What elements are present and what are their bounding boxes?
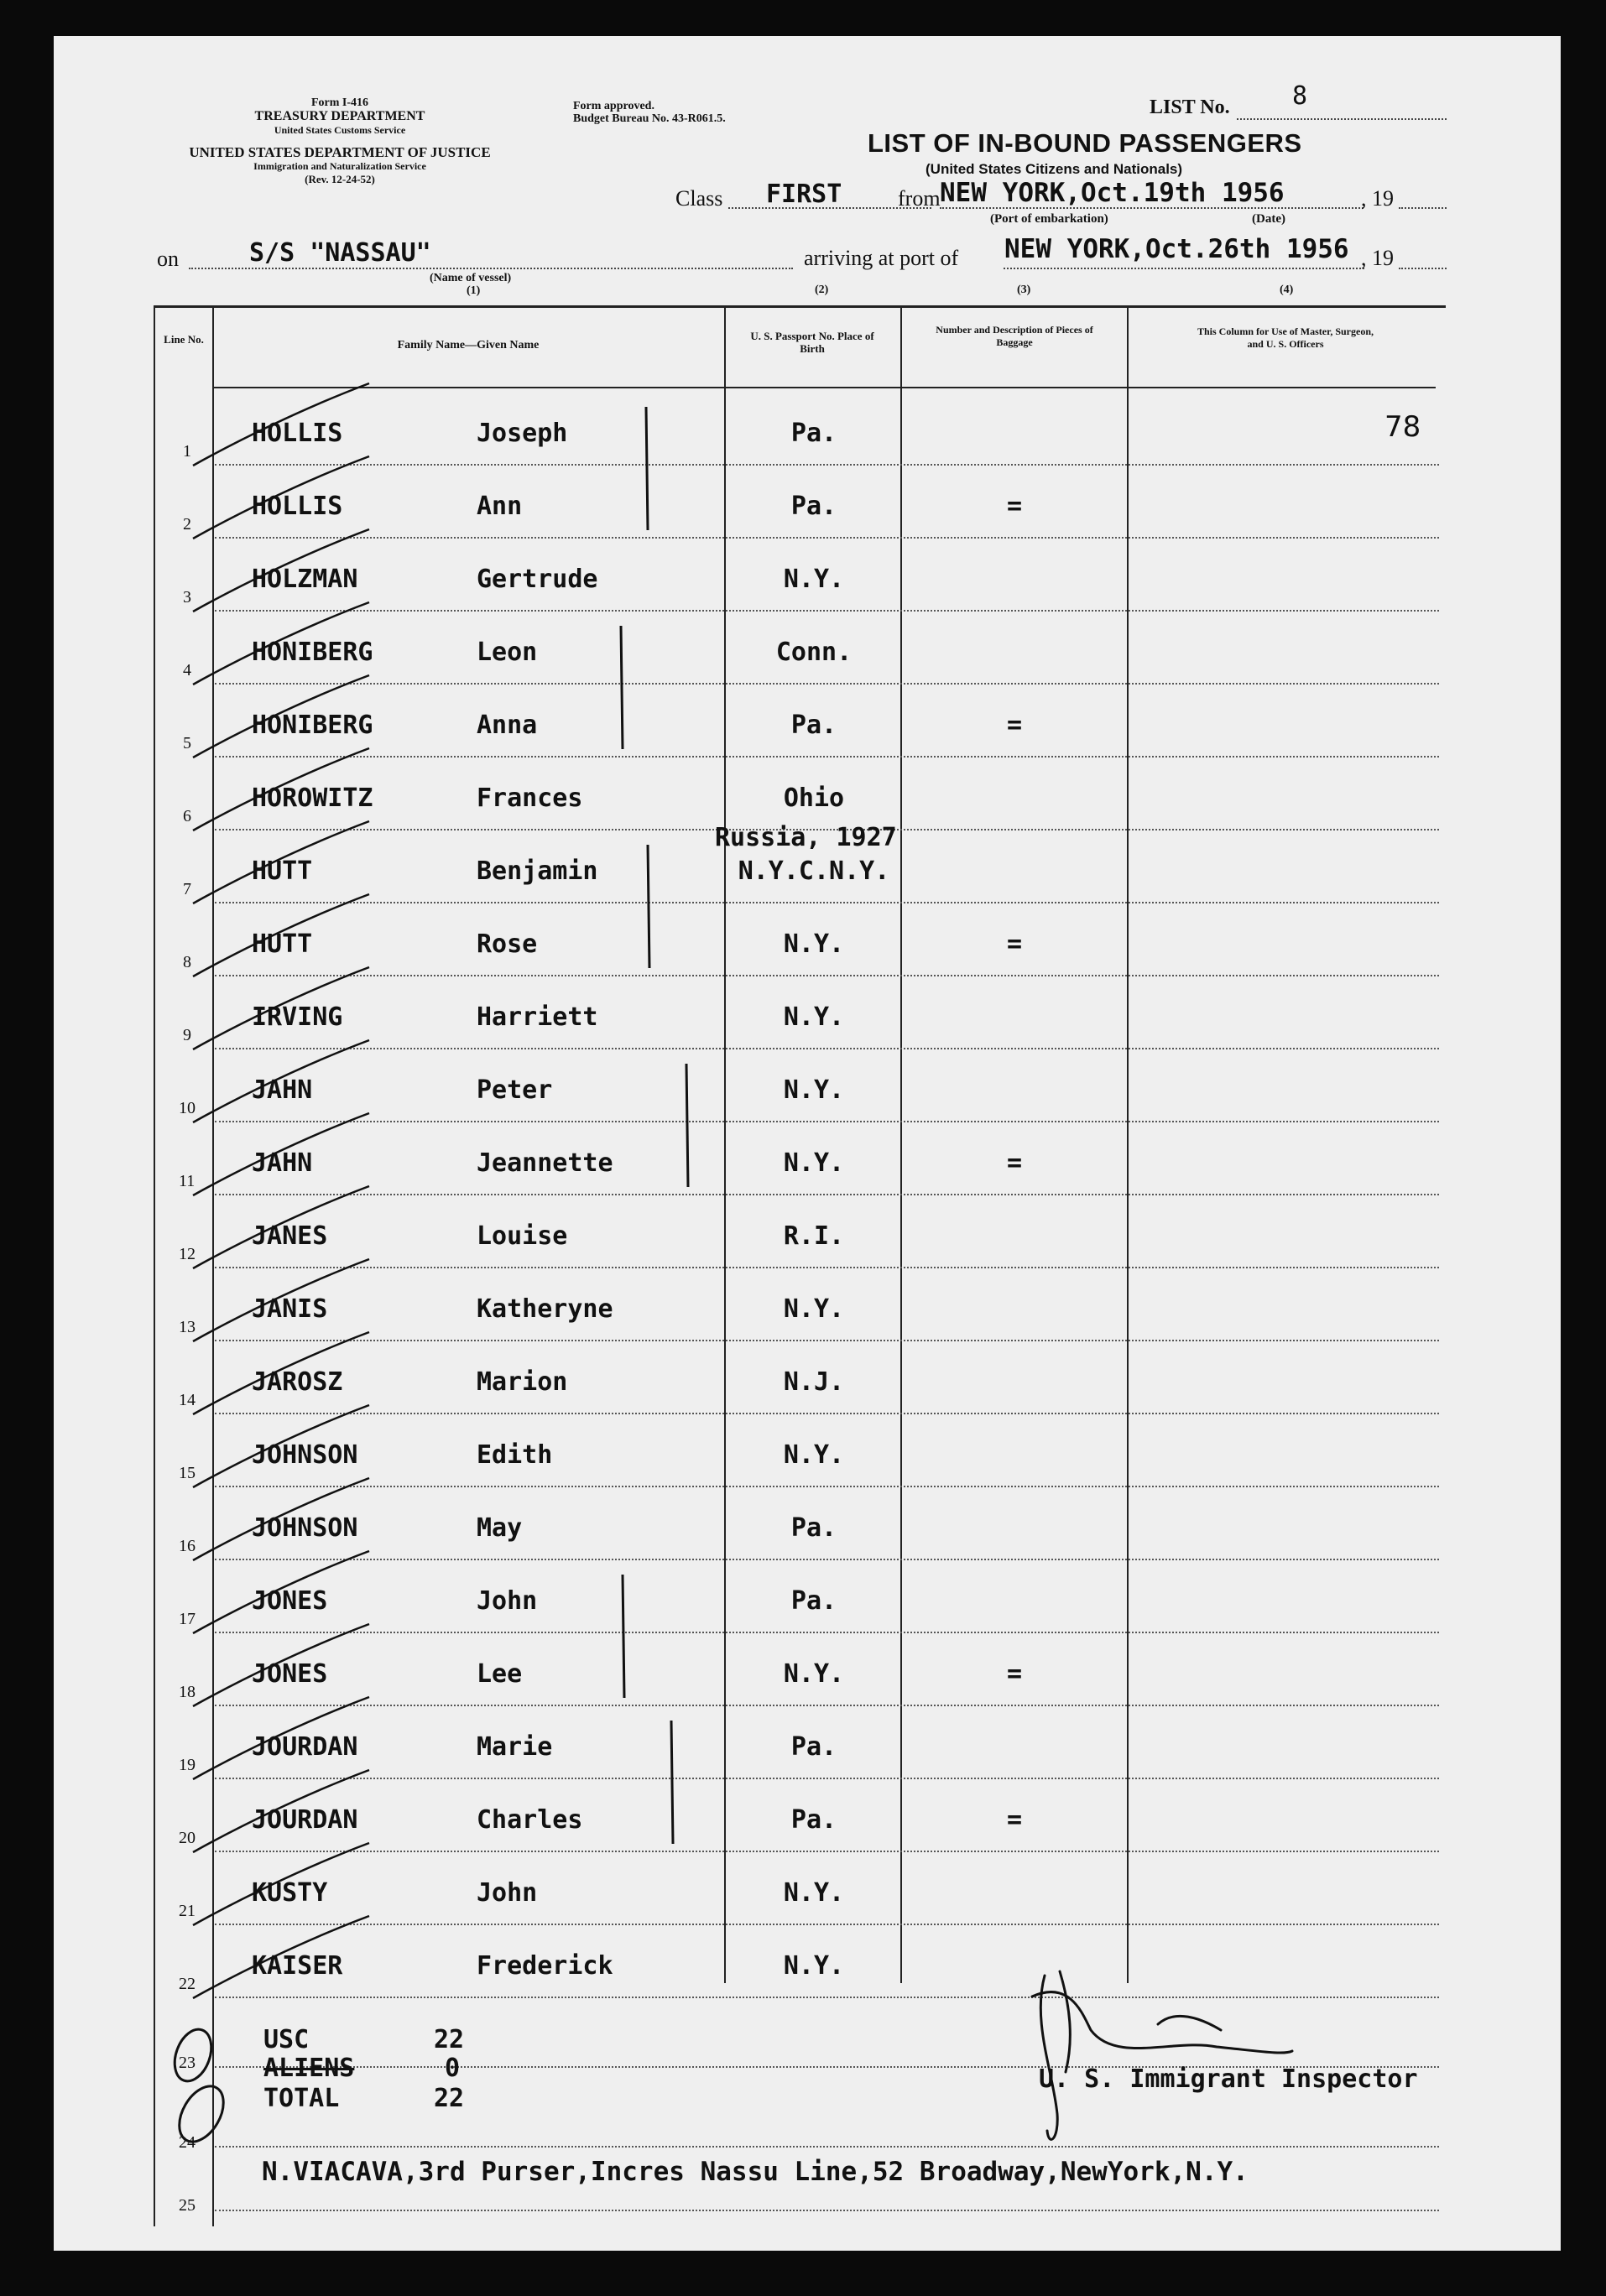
baggage-ditto: =	[1007, 711, 1023, 740]
signature-stroke-1	[1040, 1976, 1057, 2139]
form-number: Form I-416	[310, 96, 369, 109]
place-of-birth: Conn.	[775, 638, 853, 667]
signature-stroke-3	[1060, 1971, 1070, 2072]
line-number: 22	[179, 1975, 196, 1993]
place-of-birth: N.Y.	[783, 1440, 845, 1470]
baggage-ditto: =	[1007, 492, 1023, 521]
place-of-birth-note: Russia, 1927	[715, 823, 897, 852]
given-name: Edith	[477, 1440, 553, 1470]
from-year: , 19	[1361, 186, 1394, 211]
line-number: 6	[183, 807, 191, 825]
given-name: Lee	[477, 1659, 523, 1689]
family-name: JOURDAN	[252, 1805, 358, 1835]
place-of-birth: N.Y.C.N.Y.	[738, 856, 890, 886]
baggage-ditto: =	[1007, 1148, 1023, 1178]
place-of-birth: Pa.	[790, 1513, 837, 1543]
family-name: JANES	[252, 1221, 328, 1251]
usc-label: USC	[263, 2025, 310, 2054]
baggage-ditto: =	[1007, 1805, 1023, 1835]
family-name: JAROSZ	[252, 1367, 343, 1397]
line-number: 9	[183, 1026, 191, 1044]
aliens-label: ALIENS	[263, 2054, 355, 2083]
line-number: 1	[183, 442, 191, 461]
aliens-value: 0	[445, 2054, 461, 2083]
line-number: 12	[179, 1245, 196, 1263]
family-name: JOHNSON	[252, 1440, 358, 1470]
list-no-label: LIST No.	[1150, 96, 1230, 118]
line-number-23: 23	[179, 2054, 196, 2072]
signature-stroke-4	[1158, 2016, 1221, 2030]
place-of-birth: N.Y.	[783, 929, 845, 959]
family-name: HOLLIS	[252, 419, 343, 448]
family-name: JOURDAN	[252, 1732, 358, 1762]
inspector-title: U. S. Immigrant Inspector	[1039, 2064, 1418, 2094]
from-label: from	[898, 186, 941, 211]
line-number: 18	[179, 1683, 196, 1701]
page-title: LIST OF IN-BOUND PASSENGERS	[868, 128, 1302, 158]
treasury-dept: TREASURY DEPARTMENT	[254, 109, 425, 123]
line-number: 3	[183, 588, 191, 607]
given-name: Rose	[477, 929, 538, 959]
place-of-birth: N.Y.	[783, 1659, 845, 1689]
baggage-ditto: =	[1007, 1659, 1023, 1689]
line-number: 10	[179, 1099, 196, 1117]
class-value: FIRST	[766, 180, 842, 209]
line-number: 15	[179, 1464, 196, 1482]
place-of-birth: Pa.	[790, 492, 837, 521]
col-header-name: Family Name—Given Name	[397, 339, 540, 351]
given-name: Anna	[477, 711, 538, 740]
family-name: HONIBERG	[252, 711, 373, 740]
line-number-24: 24	[179, 2133, 196, 2152]
family-name: HOLLIS	[252, 492, 343, 521]
given-name: Marie	[477, 1732, 553, 1762]
place-of-birth: N.J.	[783, 1367, 845, 1397]
given-name: Charles	[477, 1805, 583, 1835]
page-subtitle: (United States Citizens and Nationals)	[926, 161, 1183, 177]
given-name: Jeannette	[477, 1148, 613, 1178]
arriving-value: NEW YORK,Oct.26th 1956	[1004, 234, 1349, 264]
place-of-birth: Pa.	[790, 711, 837, 740]
customs-service: United States Customs Service	[274, 124, 406, 136]
family-name: JAHN	[252, 1075, 313, 1105]
purser-line: N.VIACAVA,3rd Purser,Incres Nassu Line,52 Broadway,NewYork,N.Y.	[262, 2157, 1249, 2187]
family-name: KAISER	[252, 1951, 343, 1981]
line-number: 7	[183, 880, 191, 898]
port-embarkation-caption: (Port of embarkation)	[990, 212, 1108, 226]
place-of-birth: Pa.	[790, 1732, 837, 1762]
given-name: Harriett	[477, 1002, 598, 1032]
given-name: Frances	[477, 784, 583, 813]
family-name: JAHN	[252, 1148, 313, 1178]
line-number: 13	[179, 1318, 196, 1336]
place-of-birth: N.Y.	[783, 1075, 845, 1105]
arriving-label: arriving at port of	[804, 246, 959, 270]
given-name: Peter	[477, 1075, 553, 1105]
family-name: JONES	[252, 1659, 328, 1689]
line-number: 17	[179, 1610, 196, 1628]
family-name: HOROWITZ	[252, 784, 373, 813]
given-name: Marion	[477, 1367, 568, 1397]
vessel-caption-num: (1)	[467, 284, 481, 297]
place-of-birth: N.Y.	[783, 1878, 845, 1908]
place-of-birth: R.I.	[783, 1221, 845, 1251]
place-of-birth: N.Y.	[783, 565, 845, 594]
given-name: John	[477, 1878, 538, 1908]
ins-service: Immigration and Naturalization Service	[253, 160, 426, 172]
line-number: 16	[179, 1537, 196, 1555]
place-of-birth: Pa.	[790, 1586, 837, 1616]
family-name: IRVING	[252, 1002, 343, 1032]
on-label: on	[157, 247, 179, 271]
given-name: Katheryne	[477, 1294, 613, 1324]
col-num-4: (4)	[1280, 284, 1294, 296]
place-of-birth: N.Y.	[783, 1148, 845, 1178]
col-header-baggage: Number and Description of Pieces of Baggage	[936, 324, 1093, 348]
place-of-birth: N.Y.	[783, 1002, 845, 1032]
line-number-25: 25	[179, 2196, 196, 2215]
family-name: HUTT	[252, 929, 313, 959]
total-value: 22	[434, 2084, 465, 2113]
place-of-birth: N.Y.	[783, 1294, 845, 1324]
line-number: 20	[179, 1829, 196, 1847]
arriving-year: , 19	[1361, 246, 1394, 270]
col-header-passport: U. S. Passport No. Place of Birth	[750, 330, 874, 355]
given-name: Gertrude	[477, 565, 598, 594]
line-number: 2	[183, 515, 191, 534]
place-of-birth: Ohio	[783, 784, 845, 813]
given-name: Joseph	[477, 419, 568, 448]
total-label: TOTAL	[263, 2084, 340, 2113]
family-name: JANIS	[252, 1294, 328, 1324]
col-num-3: (3)	[1017, 284, 1031, 296]
family-name: HONIBERG	[252, 638, 373, 667]
given-name: Frederick	[477, 1951, 613, 1981]
line-number: 5	[183, 734, 191, 752]
given-name: John	[477, 1586, 538, 1616]
family-name: JOHNSON	[252, 1513, 358, 1543]
given-name: Ann	[477, 492, 523, 521]
circle-mark-23	[168, 2024, 217, 2086]
col-header-officers: This Column for Use of Master, Surgeon, and U. S. Officers	[1197, 325, 1374, 350]
family-name: JONES	[252, 1586, 328, 1616]
class-label: Class	[675, 186, 723, 211]
vessel-name: S/S "NASSAU"	[249, 238, 431, 268]
place-of-birth: Pa.	[790, 419, 837, 448]
line-number: 21	[179, 1902, 196, 1920]
officer-note: 78	[1384, 410, 1421, 444]
given-name: Louise	[477, 1221, 568, 1251]
line-number: 14	[179, 1391, 196, 1409]
given-name: May	[477, 1513, 523, 1543]
line-number: 4	[183, 661, 191, 679]
baggage-ditto: =	[1007, 929, 1023, 959]
usc-value: 22	[434, 2025, 465, 2054]
family-name: HUTT	[252, 856, 313, 886]
place-of-birth: N.Y.	[783, 1951, 845, 1981]
date-caption: (Date)	[1252, 212, 1285, 226]
family-name: HOLZMAN	[252, 565, 358, 594]
given-name: Leon	[477, 638, 538, 667]
vessel-caption: (Name of vessel)	[430, 272, 512, 284]
circle-mark-24	[170, 2079, 232, 2149]
revision: (Rev. 12-24-52)	[305, 173, 375, 185]
form-approved: Form approved.	[573, 100, 654, 112]
family-name: KUSTY	[252, 1878, 328, 1908]
budget-bureau: Budget Bureau No. 43-R061.5.	[573, 112, 726, 125]
col-num-2: (2)	[815, 284, 829, 296]
col-header-line: Line No.	[164, 333, 204, 346]
line-number: 11	[179, 1172, 196, 1190]
justice-dept: UNITED STATES DEPARTMENT OF JUSTICE	[189, 144, 491, 160]
line-number: 19	[179, 1756, 196, 1774]
place-of-birth: Pa.	[790, 1805, 837, 1835]
from-value: NEW YORK,Oct.19th 1956	[940, 178, 1285, 208]
given-name: Benjamin	[477, 856, 598, 886]
list-no-value: 8	[1292, 81, 1308, 111]
line-number: 8	[183, 953, 191, 971]
